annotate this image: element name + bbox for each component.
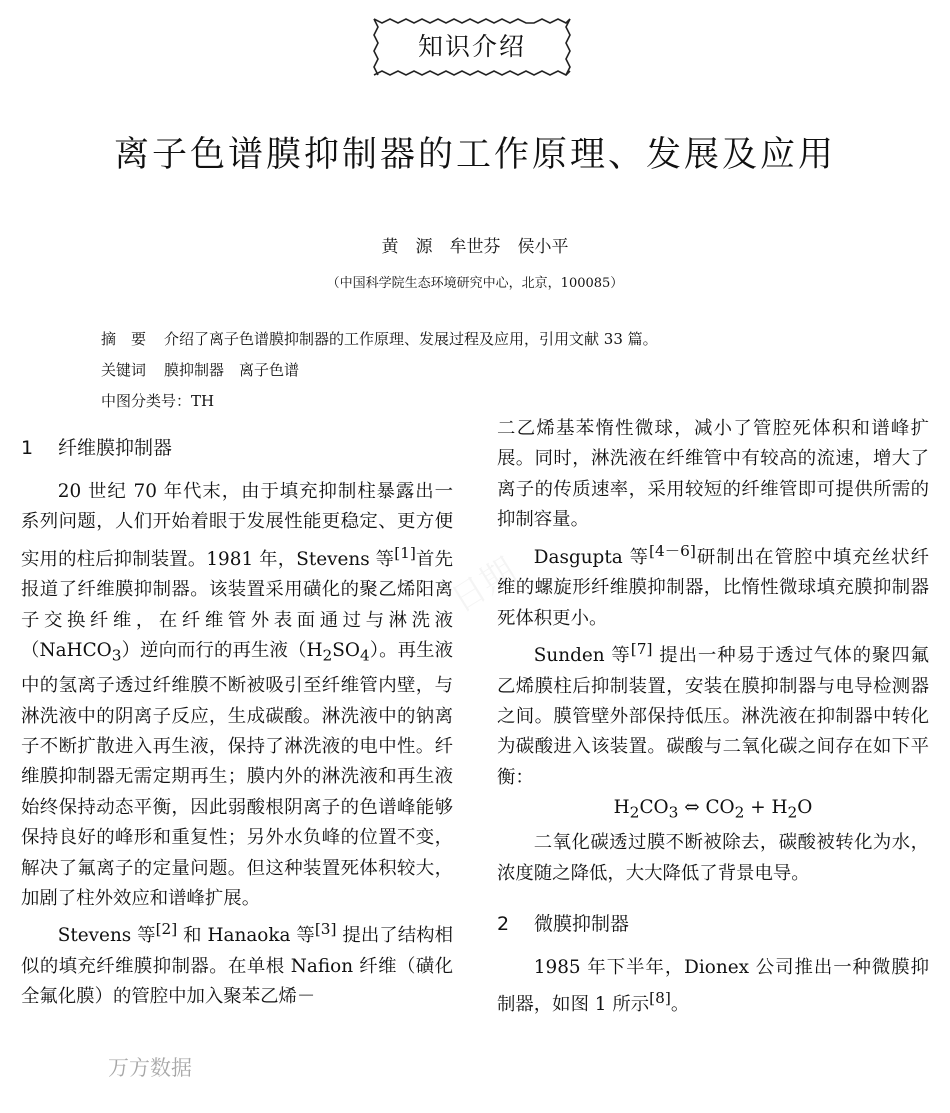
section-2-title: 微膜抑制器 (534, 913, 630, 936)
section-2-number: 2 (497, 913, 510, 936)
citation: [7] (630, 639, 653, 658)
classification-label: 中图分类号： (101, 392, 192, 410)
paragraph: Stevens 等[2] 和 Hanaoka 等[3] 提出了结构相似的填充纤维膜抑制器。在单根 Nafion 纤维（磺化全氟化膜）的管腔中加入聚苯乙烯－ (21, 920, 454, 1008)
keywords-label: 关键词 (101, 361, 147, 379)
paragraph: Sunden 等[7] 提出一种易于透过气体的聚四氟乙烯膜柱后抑制装置，安装在膜抑制器与电导检测器之间。膜管壁外部保持低压。淋洗液在抑制器中转化为碳酸进入该装置。碳酸与二氧化碳之间存在如下平衡： (497, 639, 929, 788)
section-2-heading (497, 901, 929, 947)
classification-text: TH (191, 392, 215, 410)
right-column (497, 414, 929, 1021)
citation: [3] (314, 920, 337, 939)
article-authors: 黄 源 牟世芬 侯小平 (381, 237, 569, 257)
citation: [4－6] (649, 541, 696, 560)
keywords-line (101, 359, 299, 381)
citation: [1] (394, 543, 416, 562)
equation: $H_2CO_3$ ⇔ $CO_2 + H_2O$ (613, 797, 813, 822)
section-1-number: 1 (21, 437, 34, 459)
paragraph: 二氧化碳透过膜不断被除去，碳酸被转化为水，浓度随之降低，大大降低了背景电导。 (497, 832, 929, 884)
abstract-line (101, 328, 658, 350)
citation: [8] (649, 989, 671, 1008)
article-title: 离子色谱膜抑制器的工作原理、发展及应用 (113, 135, 836, 175)
paragraph: Dasgupta 等[4－6]研制出在管腔中填充丝状纤维的螺旋形纤维膜抑制器，比惰性微球填充膜抑制器死体积更小。 (497, 541, 929, 629)
paragraph: 1985 年下半年，Dionex 公司推出一种微膜抑制器，如图 1 所示[8]。 (497, 957, 929, 1016)
author-affiliation: （中国科学院生态环境研究中心，北京，100085） (326, 276, 624, 291)
abstract-text: 介绍了离子色谱膜抑制器的工作原理、发展过程及应用，引用文献 33 篇。 (164, 330, 658, 348)
citation: [2] (155, 920, 178, 939)
section-tag-label: 知识介绍 (417, 32, 526, 61)
paragraph: 20 世纪 70 年代末，由于填充抑制柱暴露出一系列问题，人们开始着眼于发展性能更稳定、更方便实用的柱后抑制装置。1981 年，Stevens 等[1]首先报道了纤维膜抑制器。该装置采用磺化的聚乙烯阳离子交换纤维，在纤维管外表面通过与淋洗液（NaHCO$_3$）逆向而行的再生液$(H_2SO_4)$。再生液中的氢离子透过纤维膜不断被吸引至纤维管内壁，与淋洗液中的阴离子反应，生成碳酸。淋洗液中的钠离子不断扩散进入再生液，保持了淋洗液的电中性。纤维膜抑制器无需定期再生；膜内外的淋洗液和再生液始终保持动态平衡，因此弱酸根阴离子的色谱峰能够保持良好的峰形和重复性；另外水负峰的位置不变，解决了氟离子的定量问题。但这种装置死体积较大，加剧了柱外效应和谱峰扩展。 (21, 481, 453, 910)
section-1-heading (21, 425, 453, 471)
abstract-label: 摘 要 (101, 330, 147, 348)
section-tag-box (372, 17, 572, 77)
wanfang-watermark: 万方数据 (108, 1056, 192, 1080)
classification-line (101, 390, 214, 412)
left-column (21, 425, 453, 1013)
paragraph: 二乙烯基苯惰性微球，减小了管腔死体积和谱峰扩展。同时，淋洗液在纤维管中有较高的流速，增大了离子的传质速率，采用较短的纤维管即可提供所需的抑制容量。 (497, 418, 929, 531)
section-1-title: 纤维膜抑制器 (58, 437, 173, 459)
keywords-text: 膜抑制器 离子色谱 (164, 361, 300, 379)
